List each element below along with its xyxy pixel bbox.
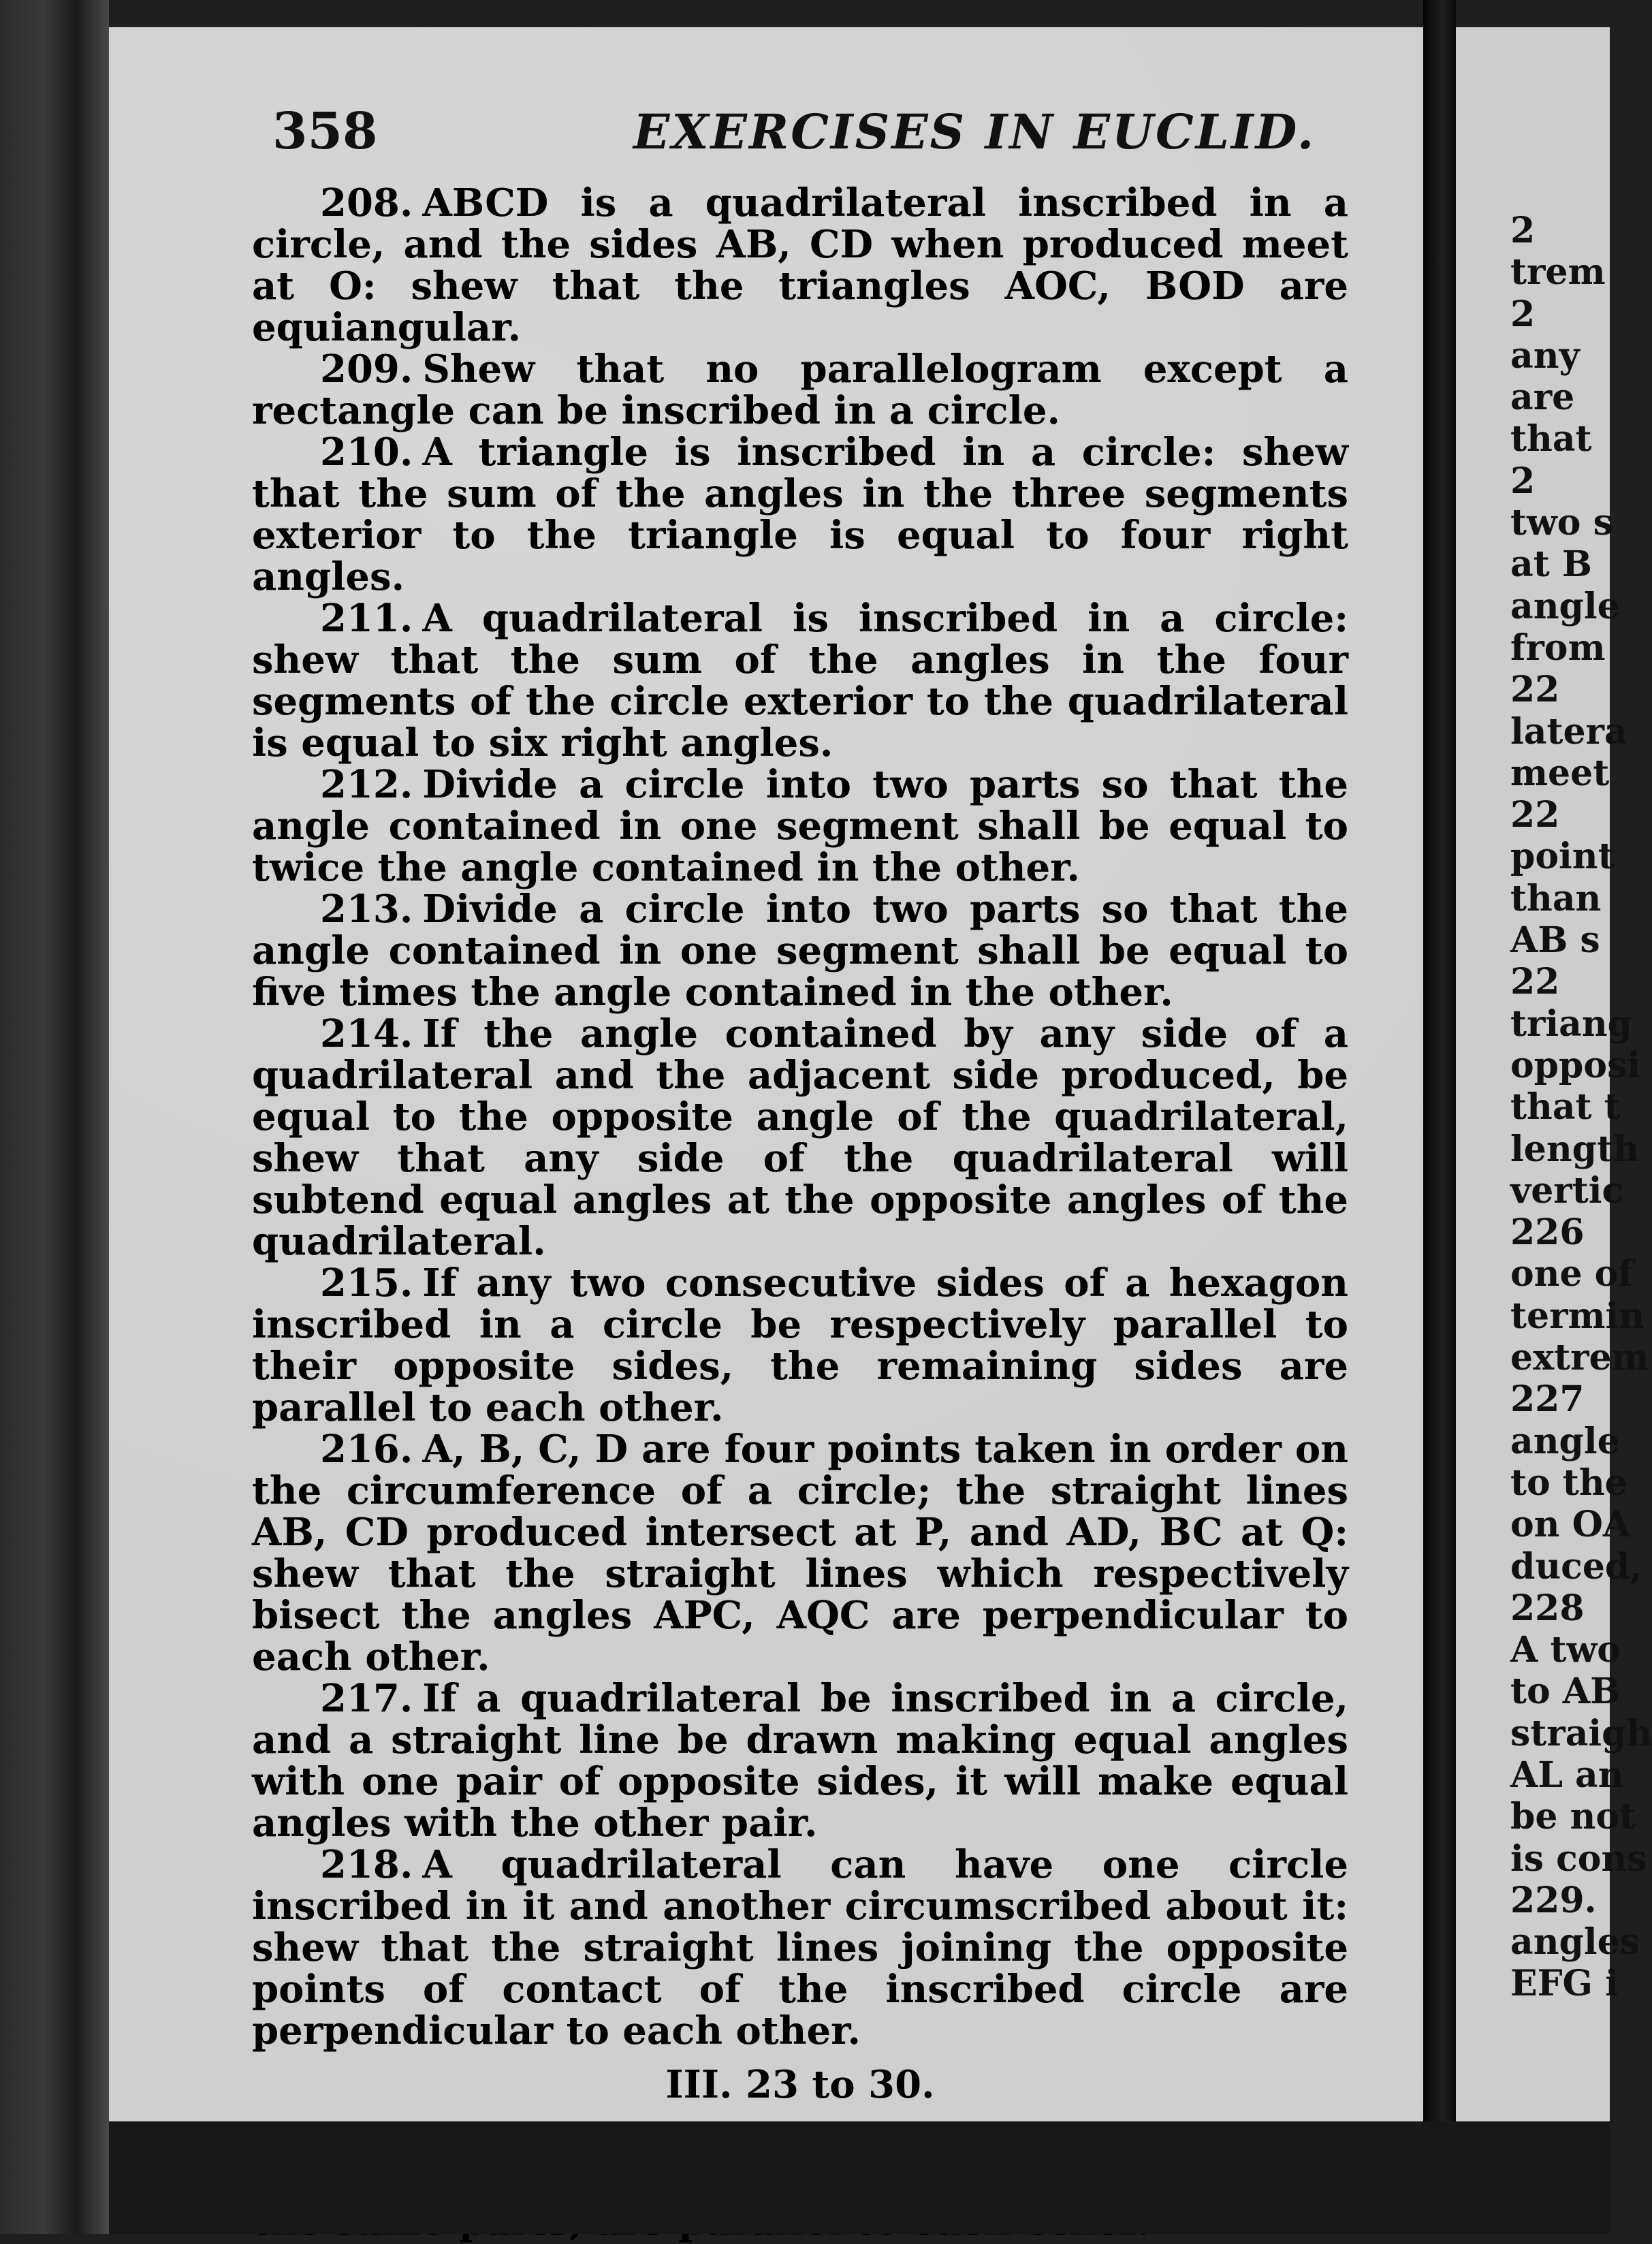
facing-page-line: on OA [1510,1504,1631,1546]
exercise-text: Shew that no parallelogram except a rectangle can be inscribed in a circle. [252,347,1348,433]
exercise-text: Divide a circle into two parts so that the angle contained in one segment shall be equal to five times the angle contained in the other. [252,887,1348,1015]
facing-page-line: 227 [1510,1378,1585,1421]
facing-page-line: EFG i [1510,1963,1619,2005]
exercise-number: 213. [320,887,413,932]
exercise-text: If any two consecutive sides of a hexagon inscribed in a circle be respectively parallel to their opposite sides, the remaining sides are parallel to each other. [252,1261,1348,1430]
exercise-number: 210. [320,430,413,475]
book-gutter [1423,0,1456,2234]
exercise-item [252,1013,1348,1263]
facing-page-line: to AB [1510,1671,1621,1713]
exercise-number: 215. [320,1261,413,1306]
facing-page-line: 22 [1510,794,1560,836]
facing-page-line: 22 [1510,669,1560,711]
facing-page-line: AL an [1510,1754,1624,1796]
exercise-number: 217. [320,1676,413,1721]
exercise-number: 214. [320,1011,413,1056]
exercise-text: A, B, C, D are four points taken in order on the circumference of a circle; the straight lines AB, CD produced intersect at P, and AD, BC at Q: shew that the straight lines which respectively bisect the angles APC, AQC are perpendicular to each other. [252,1427,1348,1679]
facing-page-line: 2 [1510,293,1536,335]
exercise-text: If a quadrilateral be inscribed in a circle, and a straight line be drawn making equal angles with one pair of opposite sides, it will make equal angles with the other pair. [252,1676,1348,1846]
exercise-text: Divide a circle into two parts so that the angle contained in one segment shall be equal to twice the angle contained in the other. [252,762,1348,890]
exercise-text: A triangle is inscribed in a circle: shew that the sum of the angles in the three segments exterior to the triangle is equal to four right angles. [252,430,1348,599]
facing-page-line: AB s [1510,919,1600,962]
facing-page-line: extrem [1510,1337,1649,1379]
exercise-item [252,1429,1348,1678]
facing-page-line: 228 [1510,1587,1585,1629]
facing-page-line: to the [1510,1461,1627,1504]
exercise-item [252,432,1348,598]
exercise-item [252,889,1348,1013]
facing-page-line: duced, [1510,1545,1642,1587]
facing-page-line: two s [1510,502,1613,544]
section-heading: III. 23 to 30. [665,2062,935,2107]
facing-page-line: 22 [1510,961,1560,1003]
facing-page-line: that [1510,418,1592,460]
facing-page-line: than [1510,877,1602,919]
exercise-number: 208. [320,180,413,225]
facing-page-line: any [1510,334,1580,377]
facing-page-line: angle [1510,585,1620,627]
exercise-item [252,1844,1348,2052]
exercise-item [252,1678,1348,1844]
exercise-text: A quadrilateral can have one circle inscribed in it and another circumscribed about it: shew that the straight lines joining the opposite points of contact of the inscribed circle are perpendicular to each other. [252,1842,1348,2053]
facing-page-line: A two [1510,1629,1621,1671]
facing-page-line: opposi [1510,1044,1641,1086]
facing-page [1456,27,1652,2121]
exercise-number: 218. [320,1842,413,1887]
exercise-number: 211. [320,596,413,641]
exercise-item [252,764,1348,889]
facing-page-line: one of [1510,1253,1634,1295]
facing-page-line: at B [1510,543,1592,586]
page-number: 358 [272,102,378,161]
facing-page-line: length [1510,1128,1639,1170]
facing-page-line: termin [1510,1295,1645,1337]
facing-page-line: from [1510,627,1606,669]
running-head [272,102,1430,177]
exercise-item [252,349,1348,432]
facing-page-line: that t [1510,1086,1621,1128]
exercise-item [252,598,1348,764]
exercise-text: ABCD is a quadrilateral inscribed in a circle, and the sides AB, CD when produced meet at O: shew that the triangles AOC, BOD are equiangular. [252,180,1348,350]
facing-page-line: vertic [1510,1169,1624,1212]
exercise-list [252,180,1348,2243]
facing-page-line: trem [1510,251,1606,294]
page-bottom-shadow [109,2121,1610,2234]
facing-page-line: angles [1510,1921,1640,1963]
facing-page-line: latera [1510,710,1627,753]
facing-page-line: are [1510,377,1575,419]
exercise-item [252,180,1348,350]
exercise-text: If the angle contained by any side of a quadrilateral and the adjacent side produced, be equal to the opposite angle of the quadrilateral, shew that any side of the quadrilateral will subtend equal angles at the opposite angles of the quadrilateral. [252,1011,1348,1264]
exercise-number: 212. [320,762,413,807]
facing-page-line: meet [1510,752,1610,794]
facing-page-line: triang [1510,1002,1633,1045]
facing-page-line: 2 [1510,460,1536,502]
book-binding-edge [0,0,109,2234]
facing-page-text [1510,210,1652,2005]
facing-page-line: angle [1510,1420,1620,1462]
facing-page-line: 2 [1510,210,1536,251]
exercise-item [252,1263,1348,1429]
exercise-number: 209. [320,347,413,392]
facing-page-line: point [1510,836,1615,878]
running-title: EXERCISES IN EUCLID. [633,104,1316,160]
facing-page-line: straigh [1510,1712,1652,1754]
facing-page-line: is cons [1510,1837,1647,1880]
exercise-text: A quadrilateral is inscribed in a circle: shew that the sum of the angles in the four segments of the circle exterior to the quadrilateral is equal to six right angles. [252,596,1348,765]
facing-page-line: 226 [1510,1212,1585,1254]
exercise-number: 216. [320,1427,413,1472]
facing-page-line: 229. [1510,1879,1597,1921]
facing-page-line: be not [1510,1796,1636,1838]
